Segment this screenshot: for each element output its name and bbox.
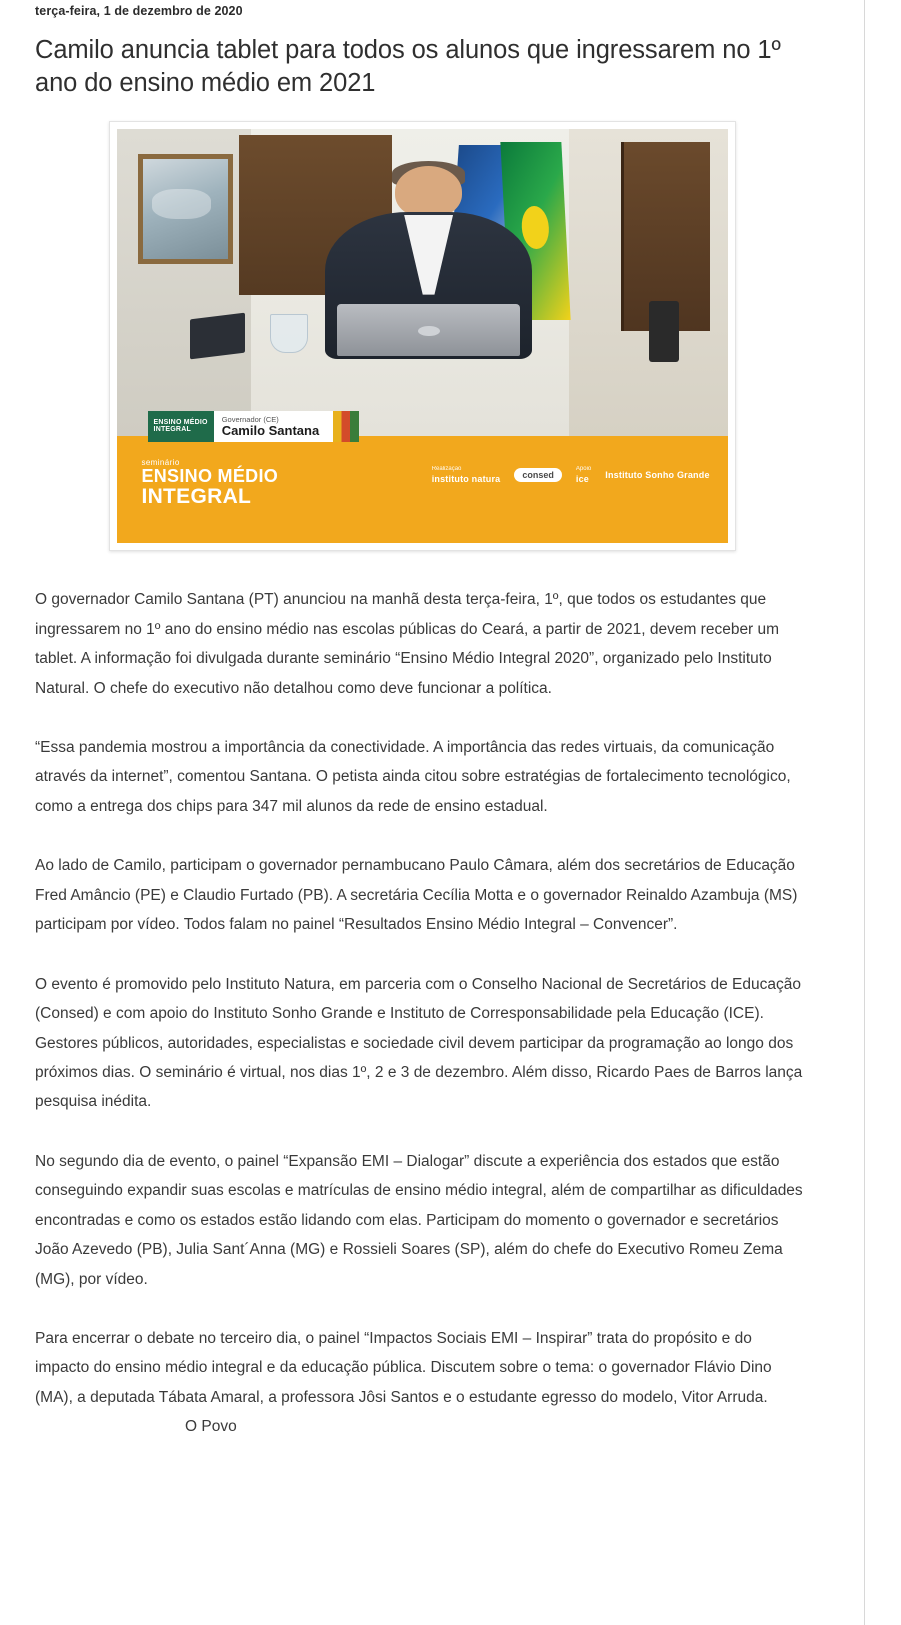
article-figure: [35, 121, 810, 551]
banner-title-block: [141, 458, 278, 508]
lower-third-person-name: Camilo Santana: [221, 422, 320, 438]
article-source: O Povo: [185, 1418, 237, 1436]
page-title: Camilo anuncia tablet para todos os alunos que ingressarem no 1º ano do ensino médio em 2021: [35, 36, 781, 97]
instituto-sonho-grande-logo: Instituto Sonho Grande: [605, 469, 710, 480]
photo-laptop: [337, 304, 520, 356]
banner-title-line1: ENSINO MÉDIO: [141, 465, 279, 486]
article-photo: [117, 129, 728, 543]
photo-water-glass: [270, 314, 309, 353]
lower-third-logo-line1: ENSINO MÉDIO: [153, 418, 208, 426]
photo-microphone: [649, 301, 680, 362]
banner-apoio-label: Apoio: [575, 465, 592, 472]
photo-speaker-head: [395, 166, 462, 218]
instituto-natura-logo: instituto natura: [431, 473, 501, 484]
banner-logos: [432, 466, 710, 484]
photo-painting: [138, 154, 233, 264]
article-paragraph: “Essa pandemia mostrou a importância da conectividade. A importância das redes virtuais, da comunicação através da internet”, comentou Santana. O petista ainda citou sobre estratégias de fortalecimento tecnológico, como a entrega dos chips para 347 mil alunos da rede de ensino estadual.: [35, 739, 791, 815]
photo-tablet: [190, 313, 245, 360]
banner-realizacao-group: [432, 466, 501, 484]
photo-event-banner: [117, 444, 728, 543]
banner-apoio-group: [576, 466, 591, 484]
banner-title-line2: INTEGRAL: [141, 484, 252, 508]
consed-logo: consed: [514, 468, 562, 482]
lower-third-name-block: [214, 411, 334, 442]
ice-logo: ice: [575, 473, 590, 484]
banner-sonho-group: [605, 470, 709, 480]
article-paragraph: O evento é promovido pelo Instituto Natura, em parceria com o Conselho Nacional de Secretários de Educação (Consed) e com apoio do Instituto Sonho Grande e Instituto de Corresponsabilidade pela Educação (ICE). Gestores públicos, autoridades, especialistas e sociedade civil devem participar da programação ao longo dos próximos dias. O seminário é virtual, nos dias 1º, 2 e 3 de dezembro. Além disso, Ricardo Paes de Barros lança pesquisa inédita.: [35, 975, 803, 1111]
lower-third-logo-line2: INTEGRAL: [153, 426, 191, 434]
article-dateline: terça-feira, 1 de dezembro de 2020: [35, 4, 243, 18]
banner-kicker: seminário: [141, 457, 180, 467]
photo-room-background: [117, 129, 728, 435]
lower-third-role: Governador (CE): [221, 414, 279, 424]
article-paragraph: O governador Camilo Santana (PT) anunciou na manhã desta terça-feira, 1º, que todos os estudantes que ingressarem no 1º ano do ensino médio nas escolas públicas do Ceará, a partir de 2021, devem receber um tablet. A informação foi divulgada durante seminário “Ensino Médio Integral 2020”, organizado pelo Instituto Natural. O chefe do executivo não detalhou como deve funcionar a política.: [35, 591, 780, 697]
article-paragraph: Para encerrar o debate no terceiro dia, o painel “Impactos Sociais EMI – Inspirar” trata do propósito e do impacto do ensino médio integral e da educação pública. Discutem sobre o tema: o governador Flávio Dino (MA), a deputada Tábata Amaral, a professora Jôsi Santos e o estudante egresso do modelo, Vitor Arruda.: [35, 1330, 772, 1406]
banner-realizacao-label: Realização: [431, 465, 462, 472]
article-paragraph: No segundo dia de evento, o painel “Expansão EMI – Dialogar” discute a experiência dos estados que estão conseguindo expandir suas escolas e matrículas de ensino médio integral, além de compartilhar as dificuldades encontradas e como os estados estão lidando com elas. Participam do momento o governador e secretários João Azevedo (PB), Julia Sant´Anna (MG) e Rossieli Soares (SP), além do chefe do Executivo Romeu Zema (MG), por vídeo.: [35, 1152, 803, 1288]
lower-third-color-stripe: [333, 411, 359, 442]
lower-third-logo: [148, 411, 214, 442]
photo-frame: [109, 121, 736, 551]
photo-lower-third: [148, 411, 360, 442]
article-paragraph: Ao lado de Camilo, participam o governador pernambucano Paulo Câmara, além dos secretários de Educação Fred Amâncio (PE) e Claudio Furtado (PB). A secretária Cecília Motta e o governador Reinaldo Azambuja (MS) participam por vídeo. Todos falam no painel “Resultados Ensino Médio Integral – Convencer”.: [35, 857, 798, 934]
